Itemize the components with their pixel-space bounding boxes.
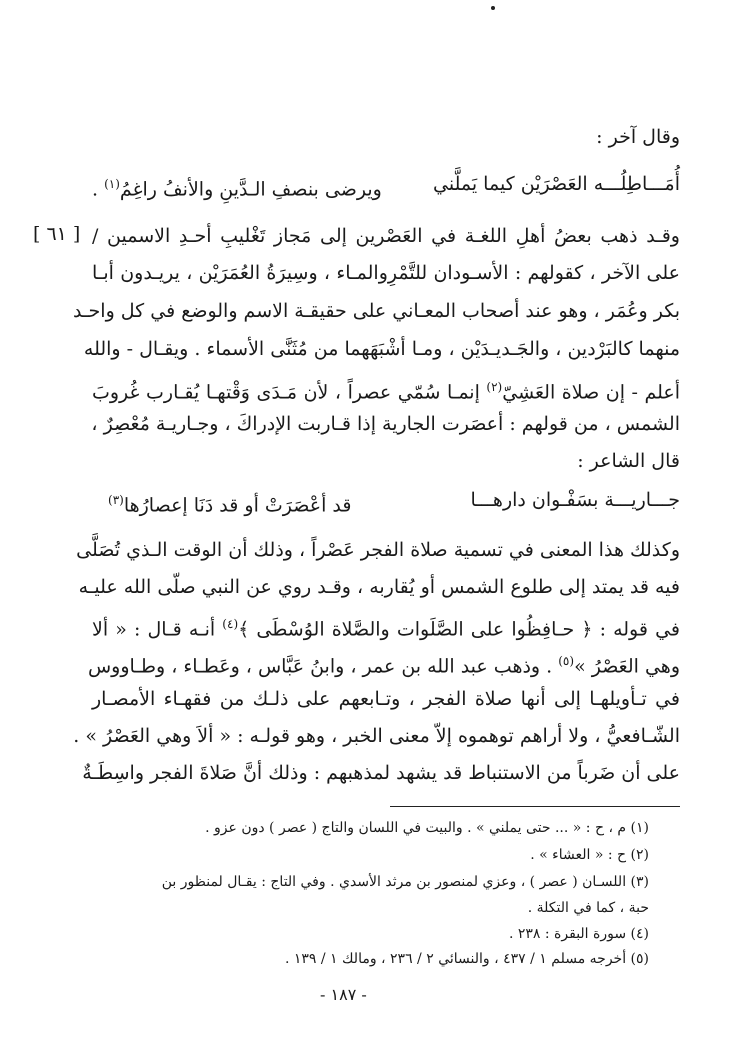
para1-line-2: على الآخر ، كقولهم : الأسـودان للتَّمْرِوالمـاء ، وسِيرَةُ العُمَرَيْن ، يريـدون أبـا — [92, 262, 680, 284]
para1-line-6: الشمس ، من قولهم : أعصَرت الجارية إذا قـاربت الإدراكَ ، وجـاريـة مُعْصِرٌ ، — [91, 413, 680, 435]
footnote-ref-1: (١) — [104, 177, 120, 191]
para2-line-4-a: وهي العَصْرُ » — [574, 655, 680, 678]
para2-line-3 — [92, 612, 680, 641]
page-mark-dot — [491, 6, 495, 10]
verse2-first-hemistich: جـــاريـــة بسَفْـوان دارهـــا — [470, 489, 680, 511]
para2-line-2: فيه قد يمتد إلى طلوع الشمس أو يُقاربه ، وقـد روي عن النبي صلّى الله عليـه — [78, 576, 680, 598]
para1-line-5-a: أعلم - إن صلاة العَشِيّ — [502, 381, 680, 404]
footnote-3: (٣) اللسـان ( عصر ) ، وعزي لمنصور بن مرثد الأسدي . وفي التاج : يقـال لمنظور بن — [161, 874, 649, 890]
para2-line-3-b: أنـه قـال : « ألا — [92, 618, 216, 641]
para2-line-7: على أن ضَرباً من الاستنباط قد يشهد لمذهبهم : وذلك أنَّ صَلاةَ الفجر واسِطَـةٌ — [82, 762, 680, 784]
para1-line-4: منهما كالبَرْدين ، والجَـديـدَيْن ، ومـا أشْبَهَهما من مُثَنَّى الأسماء . ويقـال - والله — [83, 338, 680, 360]
para2-line-5: في تـأويلهـا إلى أنها صلاة الفجر ، وتـابعهم على ذلـك من فقهـاء الأمصـار — [92, 688, 680, 710]
verse1-second-hemistich: ويرضى بنصفِ الـدَّينِ والأنفُ راغِمُ — [119, 178, 382, 201]
manuscript-page-marker: [ ٦١ ] — [33, 223, 81, 245]
para2-line-6: الشّـافعيُّ ، ولا أراهم توهموه إلاّ معنى الخبر ، وهو قولـه : « ألاَ وهي العَصْرُ » . — [73, 725, 680, 747]
verse1-second-hemistich-line — [92, 172, 382, 201]
footnote-ref-3: (٣) — [108, 493, 124, 507]
verse1-period: . — [92, 178, 99, 201]
footnote-ref-5: (٥) — [558, 654, 575, 668]
para1-line-7: قال الشاعر : — [577, 450, 680, 472]
verse1-first-hemistich: أُمَـــاطِلُـــه العَصْرَيْن كيما يَملَّني — [433, 173, 680, 195]
para2-line-4-b: . وذهب عبد الله بن عمر ، وابنُ عَبَّاس ، وعَطـاء ، وطـاووس — [87, 655, 553, 678]
verse2-second-hemistich-line — [108, 488, 351, 517]
footnote-divider — [390, 806, 680, 807]
footnote-4: (٤) سورة البقرة : ٢٣٨ . — [508, 926, 649, 942]
footnote-ref-4: (٤) — [222, 617, 239, 631]
para1-line-5 — [92, 375, 680, 404]
footnote-5: (٥) أخرجه مسلم ١ / ٤٣٧ ، والنسائي ٢ / ٢٣٦ ، ومالك ١ / ١٣٩ . — [284, 951, 649, 967]
para2-line-1: وكذلك هذا المعنى في تسمية صلاة الفجر عَصْراً ، وذلك أن الوقت الـذي تُصَلَّى — [76, 539, 680, 561]
para1-line-5-b: إنمـا سُمّي عصراً ، لأن مَـدَى وَقْتهـا يُقـارب غُروبَ — [92, 381, 480, 404]
footnote-ref-2: (٢) — [486, 380, 503, 394]
para1-line-1: وقـد ذهب بعضُ أهلِ اللغـة في العَصْرين إلى مَجاز تَغْليبِ أحـدِ الاسمين / — [92, 225, 680, 247]
para2-line-4 — [87, 649, 680, 678]
footnote-3-cont: حبة ، كما في التكلة . — [527, 900, 649, 916]
footnote-1: (١) م ، ح : « ... حتى يملني » . والبيت في اللسان والتاج ( عصر ) دون عزو . — [205, 820, 649, 836]
para2-line-3-a: في قوله : ﴿ حـافِظُوا على الصَّلَوات والصَّلاة الوُسْطَى ﴾ — [238, 618, 680, 641]
section-heading: وقال آخر : — [596, 126, 680, 148]
para1-line-3: بكر وعُمَر ، وهو عند أصحاب المعـاني على حقيقـة الاسم والوضع في كل واحـد — [73, 300, 680, 322]
verse2-second-hemistich: قد أعْصَرَتْ أو قد دَنَا إعصارُها — [123, 494, 352, 517]
page-number: - ١٨٧ - — [320, 985, 367, 1004]
footnote-2: (٢) ح : « العشاء » . — [530, 847, 649, 863]
